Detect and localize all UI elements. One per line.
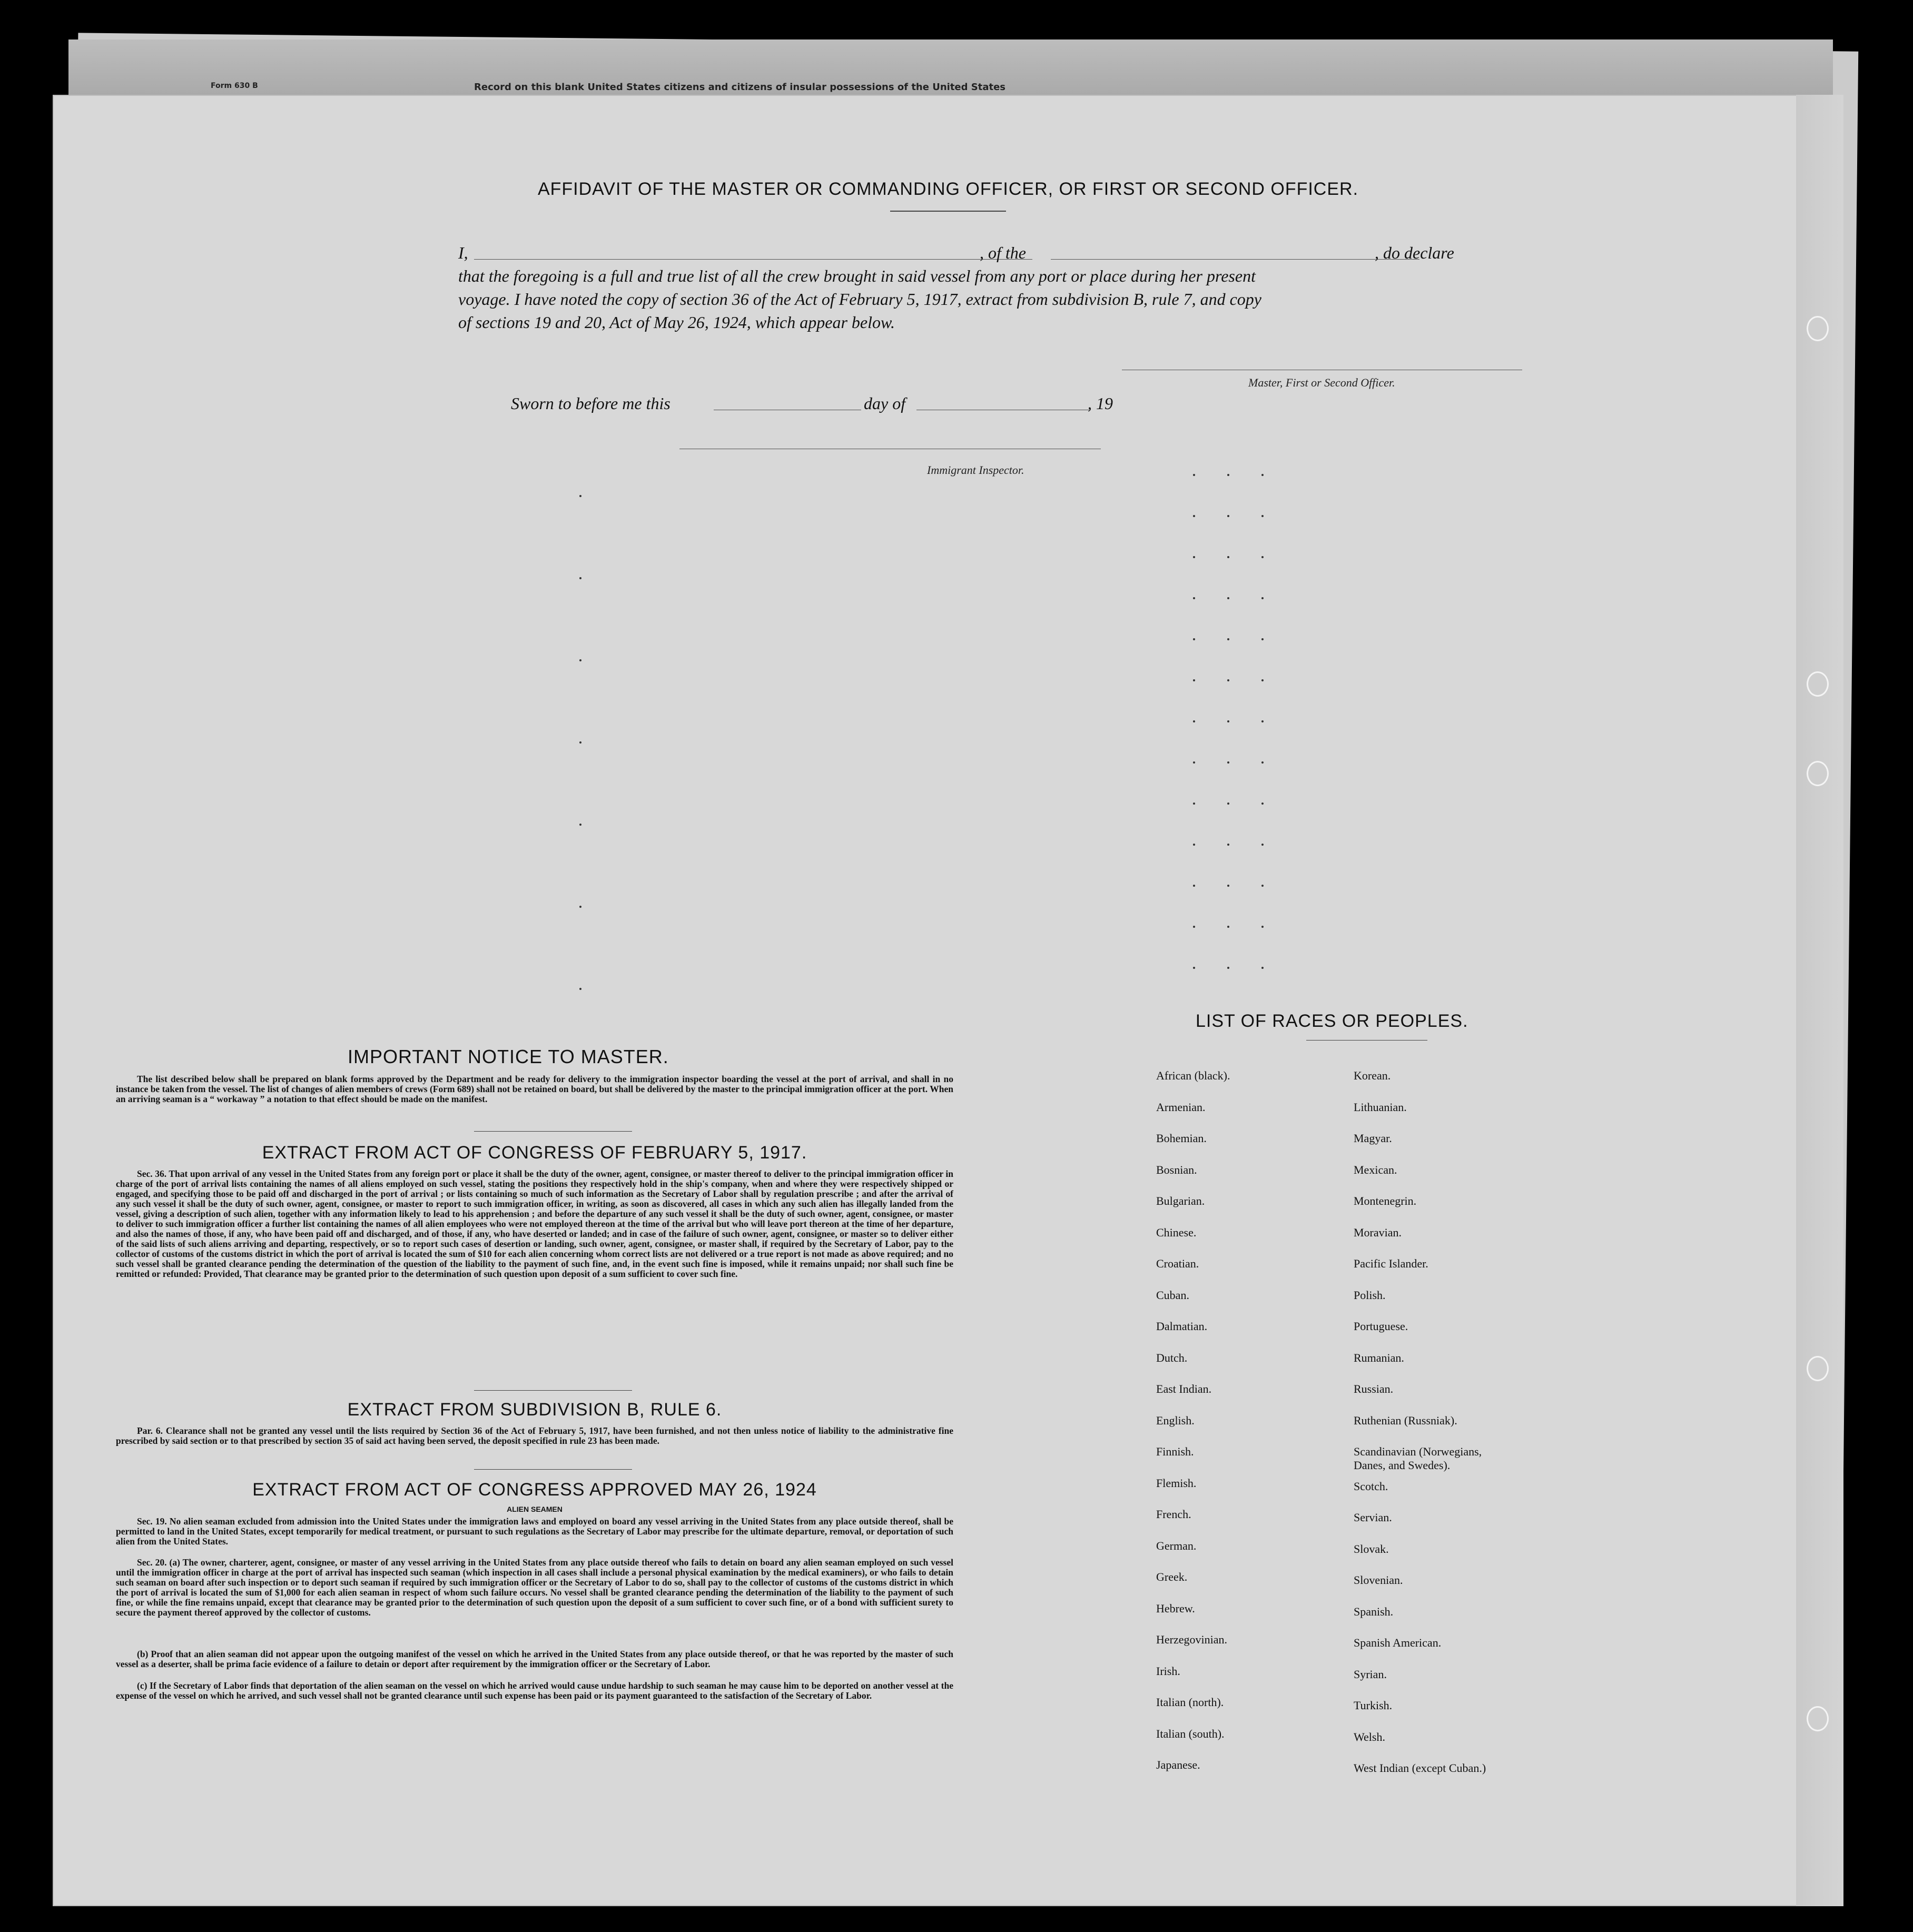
race-item: East Indian. [1156, 1382, 1212, 1395]
race-item: Armenian. [1156, 1100, 1206, 1114]
affidavit-line3: voyage. I have noted the copy of section 36 of the Act of February 5, 1917, extract from subdivision B, rule 7, and copy [458, 290, 1261, 309]
sworn-text: Sworn to before me this [511, 394, 670, 413]
dot-mark [1193, 967, 1195, 969]
race-item: Rumanian. [1354, 1351, 1404, 1364]
race-item: Italian (north). [1156, 1696, 1224, 1709]
dot-mark [1227, 844, 1229, 846]
dot-mark [1261, 761, 1264, 764]
race-item: Dutch. [1156, 1351, 1188, 1364]
extract-1924-sec20b: (b) Proof that an alien seaman did not appear upon the outgoing manifest of the vessel on which he arrived in the United States from any place outside thereof, or that he was reported by the master of such vessel as a deserter, shall be prima facie evidence of a failure to detain or deport after requirement by the immigration officer or the Secretary of Labor. [116, 1649, 953, 1669]
divider [474, 1469, 632, 1470]
inspector-signature-label: Immigrant Inspector. [927, 463, 1024, 477]
affidavit-line1-mid: , of the [980, 243, 1026, 262]
notice-title: IMPORTANT NOTICE TO MASTER. [348, 1046, 669, 1067]
race-item: Scotch. [1354, 1479, 1388, 1493]
race-item: Spanish American. [1354, 1636, 1442, 1649]
punch-hole [1807, 316, 1829, 341]
dot-mark [1261, 926, 1264, 928]
dot-mark [1227, 679, 1229, 681]
extract-1924-subtitle: ALIEN SEAMEN [507, 1505, 563, 1513]
race-item: Montenegrin. [1354, 1194, 1417, 1207]
race-item: Scandinavian (Norwegians, Danes, and Swedes). [1354, 1445, 1482, 1472]
race-item: Bohemian. [1156, 1132, 1207, 1145]
dot-mark [1261, 802, 1264, 805]
extract-rule6-body: Par. 6. Clearance shall not be granted any vessel until the lists required by Section 36 of the Act of February 5, 1917, have been furnished, and not then unless notice of liability to the administrative fine prescribed by said section or to that prescribed by section 35 of said act having been served, the deposit specified in rule 23 has been made. [116, 1425, 953, 1446]
dot-mark [1227, 515, 1229, 517]
race-item: Greek. [1156, 1570, 1188, 1583]
dot-mark [1227, 720, 1229, 722]
dot-mark [1227, 638, 1229, 640]
race-item: Cuban. [1156, 1288, 1189, 1302]
race-item: Finnish. [1156, 1445, 1194, 1458]
divider [474, 1390, 632, 1391]
dot-mark [1261, 720, 1264, 722]
dot-mark [579, 988, 581, 990]
dot-mark [1261, 967, 1264, 969]
race-item: Flemish. [1156, 1476, 1197, 1490]
underlying-page-header [68, 39, 1833, 97]
race-item: Turkish. [1354, 1699, 1393, 1712]
race-item: Magyar. [1354, 1132, 1392, 1145]
race-item: Hebrew. [1156, 1601, 1195, 1615]
dot-mark [1193, 597, 1195, 599]
race-item: Servian. [1354, 1511, 1392, 1524]
race-item: West Indian (except Cuban.) [1354, 1761, 1486, 1775]
extract-1924-sec20c: (c) If the Secretary of Labor finds that deportation of the alien seaman on the vessel on which he arrived would cause undue hardship to such seaman he may cause him to be deported on another vessel at the expense of the vessel on which he arrived, and such vessel shall not be granted clearance until such expense has been paid or its payment guaranteed to the satisfaction of the Secretary of Labor. [116, 1680, 953, 1701]
form-number: Form 630 B [211, 82, 258, 90]
dot-mark [579, 824, 581, 826]
dot-mark [1193, 638, 1195, 640]
document-page [53, 95, 1843, 1906]
dot-mark [1227, 802, 1229, 805]
race-item: Herzegovinian. [1156, 1633, 1227, 1646]
dot-mark [579, 659, 581, 661]
dot-mark [1193, 474, 1195, 476]
dot-mark [1261, 885, 1264, 887]
record-note: Record on this blank United States citizens and citizens of insular possessions of the United States [474, 82, 1006, 93]
dot-mark [1193, 885, 1195, 887]
dot-mark [1193, 926, 1195, 928]
page-edge-shadow [1796, 95, 1843, 1906]
divider [1306, 1040, 1427, 1041]
dot-mark [1261, 597, 1264, 599]
race-item: Korean. [1354, 1069, 1391, 1082]
races-title: LIST OF RACES OR PEOPLES. [1196, 1011, 1468, 1031]
extract-1917-title: EXTRACT FROM ACT OF CONGRESS OF FEBRUARY 5, 1917. [262, 1143, 807, 1163]
dot-mark [1193, 679, 1195, 681]
race-item: Mexican. [1354, 1163, 1397, 1176]
race-item: Spanish. [1354, 1604, 1394, 1618]
race-item: Portuguese. [1354, 1320, 1408, 1333]
dot-mark [1227, 967, 1229, 969]
dot-mark [1193, 761, 1195, 764]
race-item: Russian. [1354, 1382, 1394, 1395]
punch-hole [1807, 1356, 1829, 1381]
dot-mark [1261, 679, 1264, 681]
dot-mark [1227, 474, 1229, 476]
extract-1924-sec19: Sec. 19. No alien seaman excluded from admission into the United States under the immigration laws and employed on board any vessel arriving in the United States from any place outside thereof, shall be permitted to land in the United States, except temporarily for medical treatment, or pursuant to such regulations as the Secretary of Labor may prescribe for the ultimate departure, removal, or deportation of such alien from the United States. [116, 1516, 953, 1547]
extract-1924-sec20a: Sec. 20. (a) The owner, charterer, agent, consignee, or master of any vessel arriving in the United States from any place outside thereof who fails to detain on board any alien seaman employed on such vessel until the immigration officer in charge at the port of arrival has inspected such seaman (which inspection in all cases shall include a personal physical examination by the medical examiners), or who fails to detain such seaman on board after such inspection or to deport such seaman if required by such immigration officer or the Secretary of Labor to do so, shall pay to the collector of customs of the customs district in which the port of arrival is located the sum of $1,000 for each alien seaman in respect of whom such failure occurs. No vessel shall be granted clearance pending the determination of the liability to the payment of such fine, or while the fine remains unpaid, except that clearance may be granted prior to the determination of such question upon the deposit of a sum sufficient to cover such fine, or of a bond with sufficient surety to secure the payment thereof approved by the collector of customs. [116, 1557, 953, 1618]
extract-1917-body: Sec. 36. That upon arrival of any vessel in the United States from any foreign port or place it shall be the duty of the owner, agent, consignee, or master thereof to deliver to the principal immigration officer in charge of the port of arrival lists containing the names of all aliens employed on such vessel, stating the positions they respectively hold in the ship's company, when and where they were respectively shipped or engaged, and specifying those to be paid off and discharged in the port of arrival ; or lists containing so much of such information as the Secretary of Labor shall by regulation prescribe ; and after the arrival of any such vessel it shall be the duty of such owner, agent, consignee, or master to report to such immigration officer, in writing, as soon as discovered, all cases in which any such alien has illegally landed from the vessel, giving a description of such alien, together with any information likely to lead to his apprehension ; and before the departure of any such vessel it shall be the duty of such owner, agent, consignee, or master to deliver to such immigration officer a further list containing the names of all alien employees who were not employed thereon at the time of the arrival but who will leave port thereon at the time of her departure, and also the names of those, if any, who have been paid off and discharged, and of those, if any, who have deserted or landed; and in case of the failure of such owner, agent, consignee, or master so to deliver either of the said lists of such aliens arriving and departing, respectively, or so to report such cases of desertion or landing, such owner, agent, consignee, or master shall, if required by the Secretary of Labor, pay to the collector of customs of the customs district in which the port of arrival is located the sum of $10 for each alien concerning whom correct lists are not delivered or a true report is not made as above required; and no such vessel shall be granted clearance pending the determination of the question of the liability to the payment of such fine, and, in the event such fine is imposed, while it remains unpaid; nor shall such fine be remitted or refunded: Provided, That clearance may be granted prior to the determination of such question upon deposit of a sum sufficient to cover such fine. [116, 1168, 953, 1279]
dot-mark [579, 495, 581, 497]
race-item: Bosnian. [1156, 1163, 1197, 1176]
dot-mark [1227, 926, 1229, 928]
race-item: Slovak. [1354, 1542, 1389, 1555]
dot-mark [1261, 844, 1264, 846]
extract-rule6-title: EXTRACT FROM SUBDIVISION B, RULE 6. [347, 1400, 722, 1420]
race-item: Ruthenian (Russniak). [1354, 1413, 1457, 1427]
affidavit-line1-start: I, [458, 243, 468, 262]
race-item: Moravian. [1354, 1225, 1402, 1239]
punch-hole [1807, 761, 1829, 786]
punch-hole [1807, 671, 1829, 697]
dot-mark [579, 577, 581, 579]
dot-mark [1227, 761, 1229, 764]
race-item: Chinese. [1156, 1225, 1197, 1239]
race-item: Bulgarian. [1156, 1194, 1205, 1207]
dot-mark [1193, 515, 1195, 517]
race-item: Lithuanian. [1354, 1100, 1407, 1114]
dot-mark [1193, 802, 1195, 805]
affidavit-title: AFFIDAVIT OF THE MASTER OR COMMANDING OFFICER, OR FIRST OR SECOND OFFICER. [537, 179, 1359, 199]
race-item: German. [1156, 1539, 1197, 1552]
affidavit-line2: that the foregoing is a full and true list of all the crew brought in said vessel from any port or place during her present [458, 266, 1256, 285]
race-item: Irish. [1156, 1664, 1180, 1678]
dot-mark [1193, 720, 1195, 722]
race-item: Croatian. [1156, 1257, 1199, 1270]
dot-mark [1227, 597, 1229, 599]
divider [890, 211, 1006, 212]
affidavit-line4: of sections 19 and 20, Act of May 26, 1924, which appear below. [458, 313, 895, 332]
race-item: English. [1156, 1413, 1195, 1427]
sworn-day-of: day of [864, 394, 906, 413]
race-item: Slovenian. [1354, 1573, 1403, 1587]
race-item: French. [1156, 1508, 1191, 1521]
dot-mark [1227, 885, 1229, 887]
dot-mark [579, 906, 581, 908]
race-item: Polish. [1354, 1288, 1386, 1302]
extract-1924-title: EXTRACT FROM ACT OF CONGRESS APPROVED MAY 26, 1924 [252, 1480, 817, 1500]
affidavit-line1-end: , do declare [1375, 243, 1454, 262]
dot-mark [1261, 515, 1264, 517]
notice-body: The list described below shall be prepared on blank forms approved by the Department and be ready for delivery to the immigration inspector boarding the vessel at the port of arrival, and shall in no instance be taken from the vessel. The list of changes of alien members of crews (Form 689) shall not be retained on board, but shall be delivered by the master to the principal immigration officer at the port. When an arriving seaman is a “ workaway ” a notation to that effect should be made on the manifest. [116, 1074, 953, 1104]
dot-mark [579, 741, 581, 744]
dot-mark [1227, 556, 1229, 558]
vessel-blank-line [1051, 259, 1419, 260]
master-signature-label: Master, First or Second Officer. [1248, 376, 1395, 389]
punch-hole [1807, 1706, 1829, 1731]
race-item: Pacific Islander. [1354, 1257, 1428, 1270]
sworn-year: , 19 [1088, 394, 1113, 413]
dot-mark [1193, 556, 1195, 558]
race-item: Welsh. [1354, 1730, 1385, 1743]
dot-mark [1261, 474, 1264, 476]
dot-mark [1193, 844, 1195, 846]
dot-mark [1261, 638, 1264, 640]
race-item: African (black). [1156, 1069, 1230, 1082]
race-item: Japanese. [1156, 1758, 1200, 1771]
race-item: Italian (south). [1156, 1727, 1225, 1740]
name-blank-line [474, 259, 1032, 260]
race-item: Syrian. [1354, 1667, 1387, 1681]
race-item: Dalmatian. [1156, 1320, 1208, 1333]
dot-mark [1261, 556, 1264, 558]
divider [474, 1131, 632, 1132]
